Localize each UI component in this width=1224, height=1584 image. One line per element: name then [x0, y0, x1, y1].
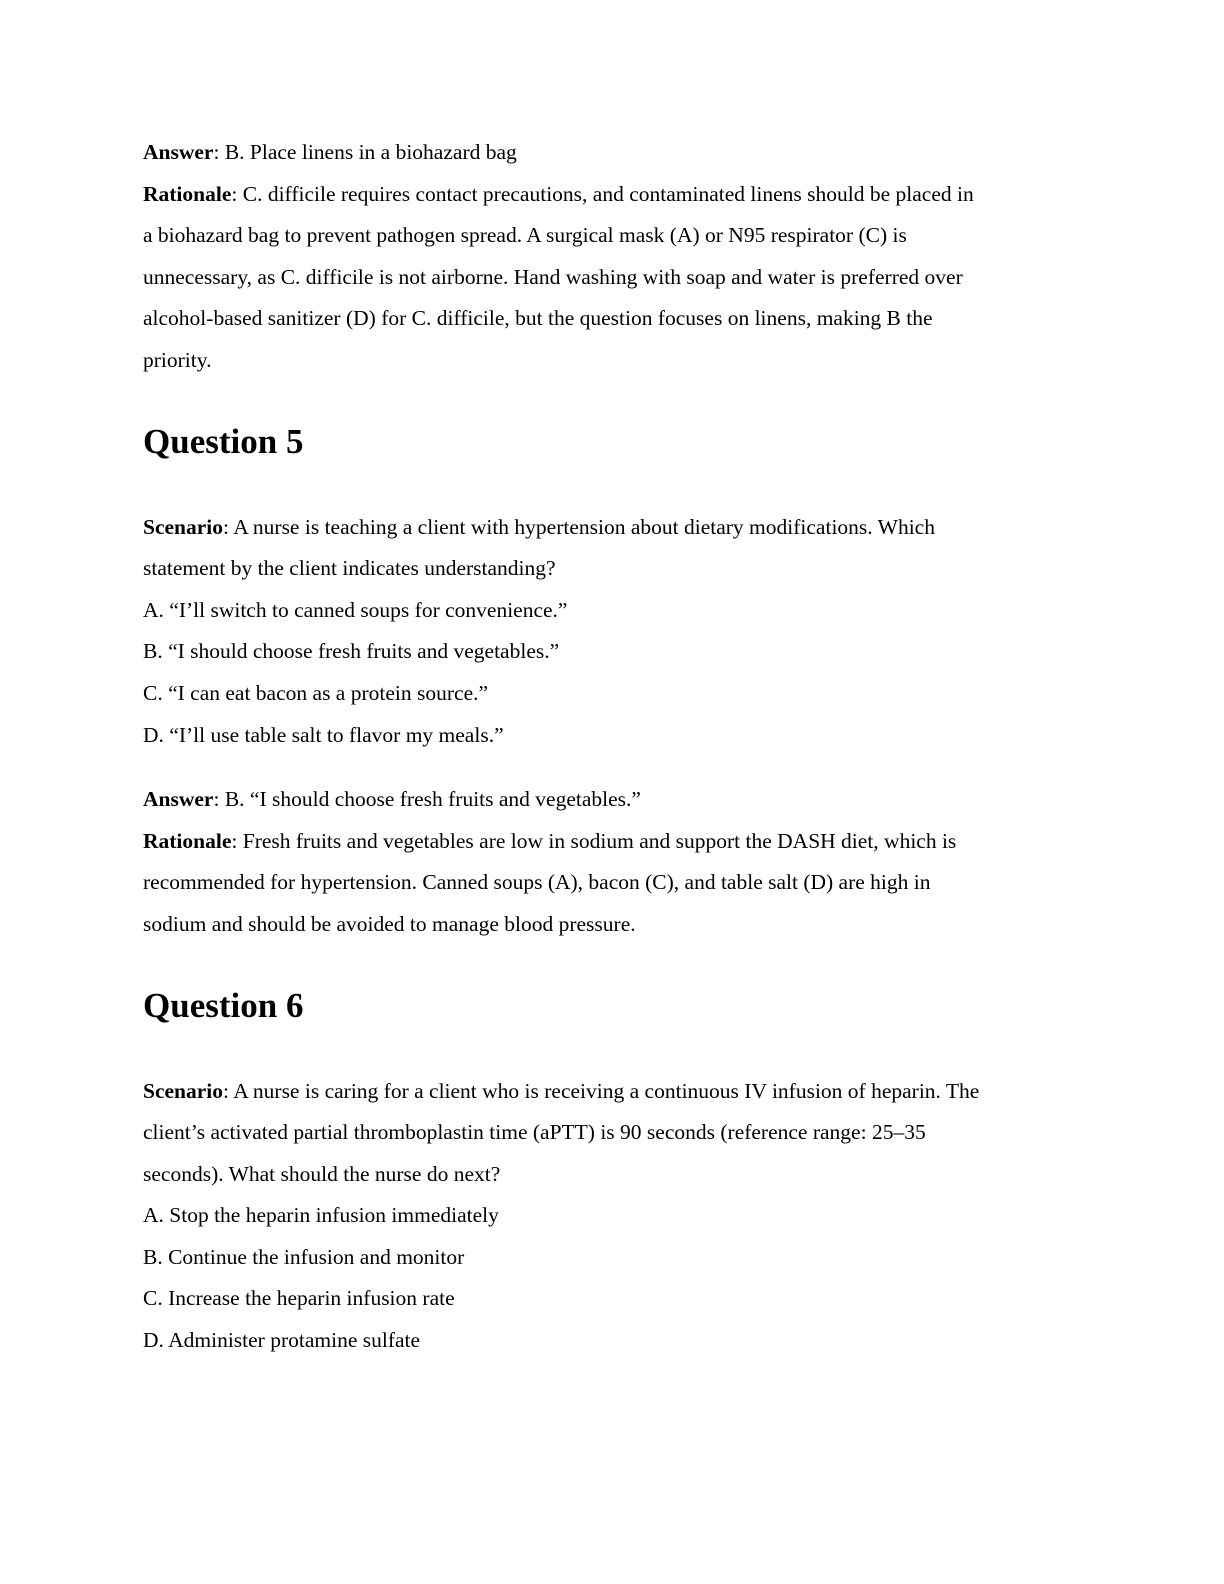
- scenario-line: [143, 1071, 1083, 1113]
- scenario-label: Scenario: [143, 1078, 224, 1103]
- option-a: A. “I’ll switch to canned soups for convenience.”: [143, 597, 568, 622]
- scenario-line: [143, 507, 1083, 549]
- scenario-label: Scenario: [143, 514, 224, 539]
- rationale-line: a biohazard bag to prevent pathogen spread. A surgical mask (A) or N95 respirator (C) is: [143, 223, 907, 248]
- option-d: D. “I’ll use table salt to flavor my meals.”: [143, 722, 504, 747]
- scenario-line: client’s activated partial thromboplastin time (aPTT) is 90 seconds (reference range: 25–35: [143, 1120, 926, 1145]
- rationale-text: : C. difficile requires contact precautions, and contaminated linens should be placed in: [231, 181, 974, 206]
- answer-text: : B. “I should choose fresh fruits and vegetables.”: [213, 787, 641, 812]
- answer-line: [143, 132, 1083, 174]
- option-c: C. “I can eat bacon as a protein source.”: [143, 680, 489, 705]
- scenario-line: seconds). What should the nurse do next?: [143, 1161, 501, 1186]
- question6-block: [143, 1071, 1083, 1362]
- scenario-text: : A nurse is caring for a client who is receiving a continuous IV infusion of heparin. The: [223, 1078, 980, 1103]
- rationale-line: alcohol-based sanitizer (D) for C. difficile, but the question focuses on linens, making B the: [143, 306, 933, 331]
- rationale-label: Rationale: [143, 181, 232, 206]
- answer-label: Answer: [143, 140, 214, 164]
- rationale-line: recommended for hypertension. Canned soups (A), bacon (C), and table salt (D) are high in: [143, 870, 931, 895]
- rationale-line: [143, 174, 1083, 216]
- scenario-text: : A nurse is teaching a client with hypertension about dietary modifications. Which: [223, 514, 935, 539]
- document-page: [143, 132, 1083, 1362]
- rationale-line: sodium and should be avoided to manage blood pressure.: [143, 911, 636, 936]
- answer-text: : B. Place linens in a biohazard bag: [213, 140, 517, 164]
- question4-answer-block: [143, 132, 1083, 382]
- answer-line: [143, 779, 1083, 821]
- option-b: B. “I should choose fresh fruits and vegetables.”: [143, 639, 560, 664]
- question5-block: [143, 507, 1083, 946]
- answer-label: Answer: [143, 787, 214, 812]
- option-b: B. Continue the infusion and monitor: [143, 1244, 465, 1269]
- rationale-label: Rationale: [143, 828, 232, 853]
- rationale-text: : Fresh fruits and vegetables are low in sodium and support the DASH diet, which is: [231, 828, 957, 853]
- rationale-line: unnecessary, as C. difficile is not airborne. Hand washing with soap and water is preferred over: [143, 264, 963, 289]
- scenario-line: statement by the client indicates understanding?: [143, 556, 556, 581]
- option-c: C. Increase the heparin infusion rate: [143, 1286, 455, 1311]
- rationale-line: [143, 821, 1083, 863]
- spacer: [143, 756, 1083, 779]
- question6-heading: Question 6: [143, 985, 304, 1025]
- rationale-line: priority.: [143, 347, 212, 372]
- option-a: A. Stop the heparin infusion immediately: [143, 1203, 499, 1228]
- question5-heading: Question 5: [143, 421, 304, 461]
- option-d: D. Administer protamine sulfate: [143, 1328, 421, 1353]
